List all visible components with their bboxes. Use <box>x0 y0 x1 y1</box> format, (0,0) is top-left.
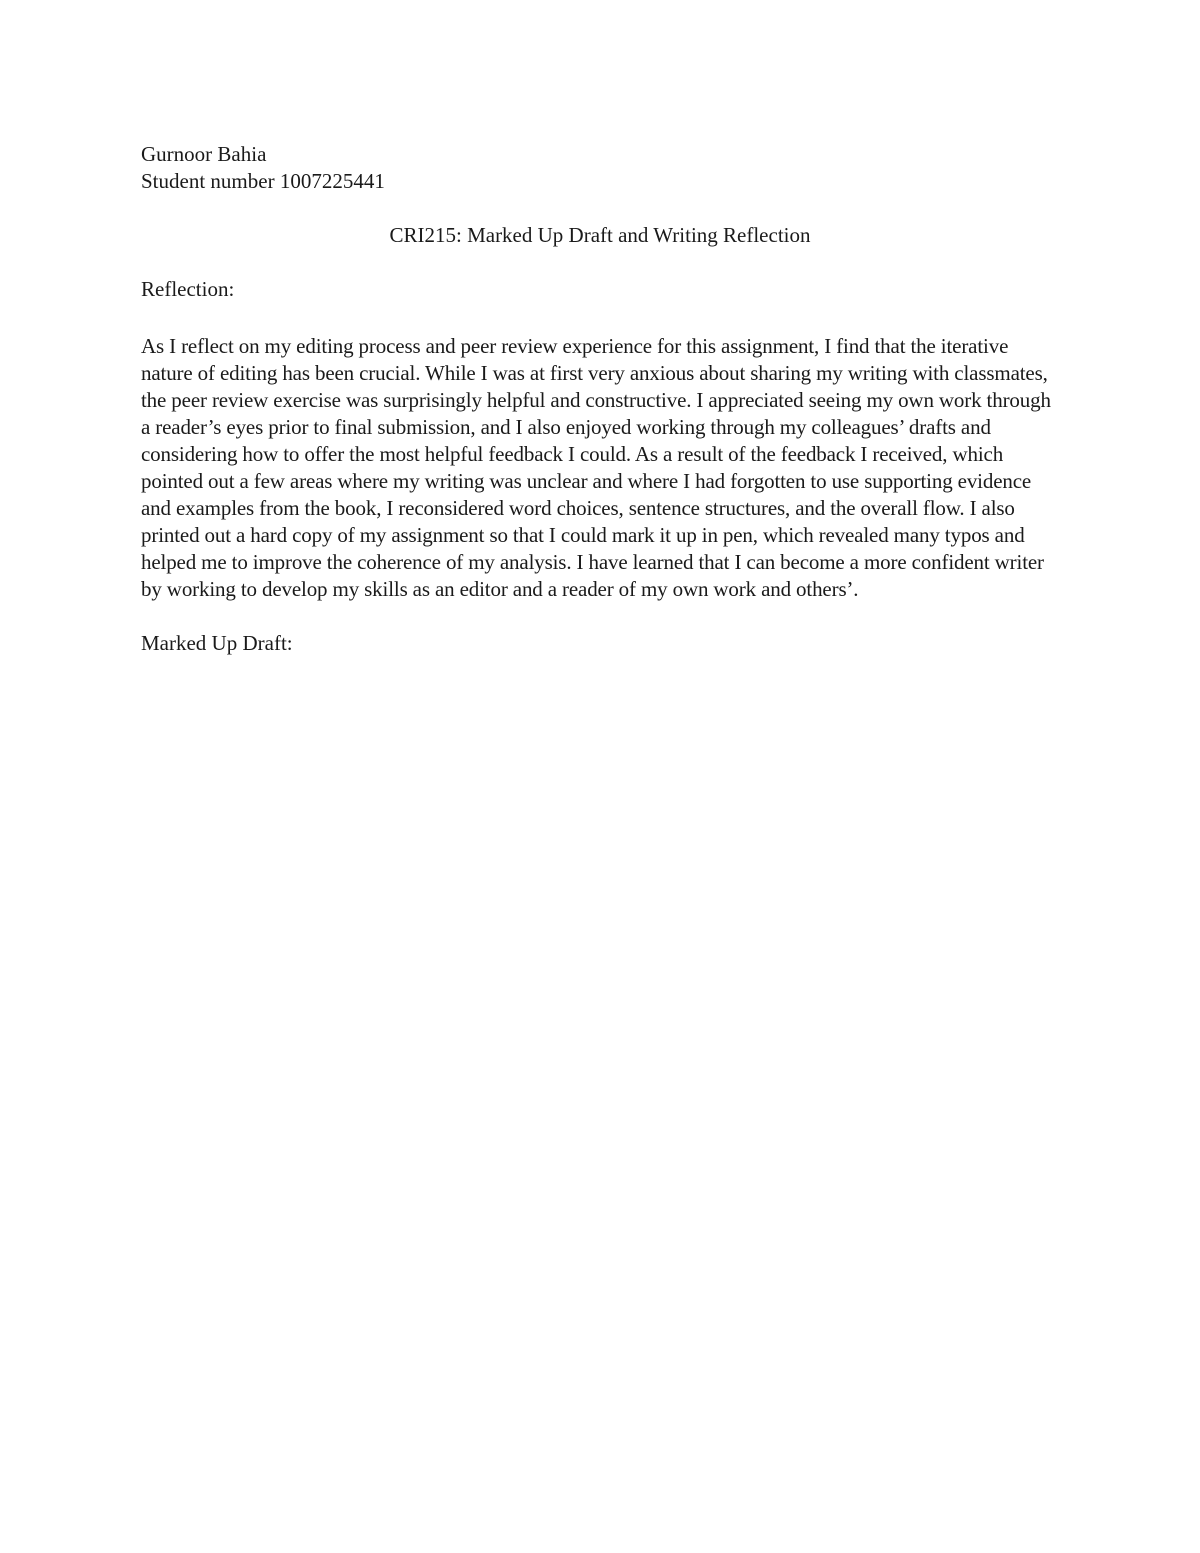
reflection-paragraph: As I reflect on my editing process and peer review experience for this assignment, I find that the iterative nature of editing has been crucial. While I was at first very anxious about sharing my writing with classmates, the peer review exercise was surprisingly helpful and constructive. I appreciated seeing my own work through a reader’s eyes prior to final submission, and I also enjoyed working through my colleagues’ drafts and considering how to offer the most helpful feedback I could. As a result of the feedback I received, which pointed out a few areas where my writing was unclear and where I had forgotten to use supporting evidence and examples from the book, I reconsidered word choices, sentence structures, and the overall flow. I also printed out a hard copy of my assignment so that I could mark it up in pen, which revealed many typos and helped me to improve the coherence of my analysis. I have learned that I can become a more confident writer by working to develop my skills as an editor and a reader of my own work and others’. <box>141 334 1051 601</box>
author-name: Gurnoor Bahia <box>141 142 267 166</box>
reflection-label: Reflection: <box>141 277 235 301</box>
marked-up-draft-label: Marked Up Draft: <box>141 631 293 655</box>
document-title: CRI215: Marked Up Draft and Writing Reflection <box>389 223 811 247</box>
document-body <box>141 141 1059 657</box>
student-number: Student number 1007225441 <box>141 169 385 193</box>
